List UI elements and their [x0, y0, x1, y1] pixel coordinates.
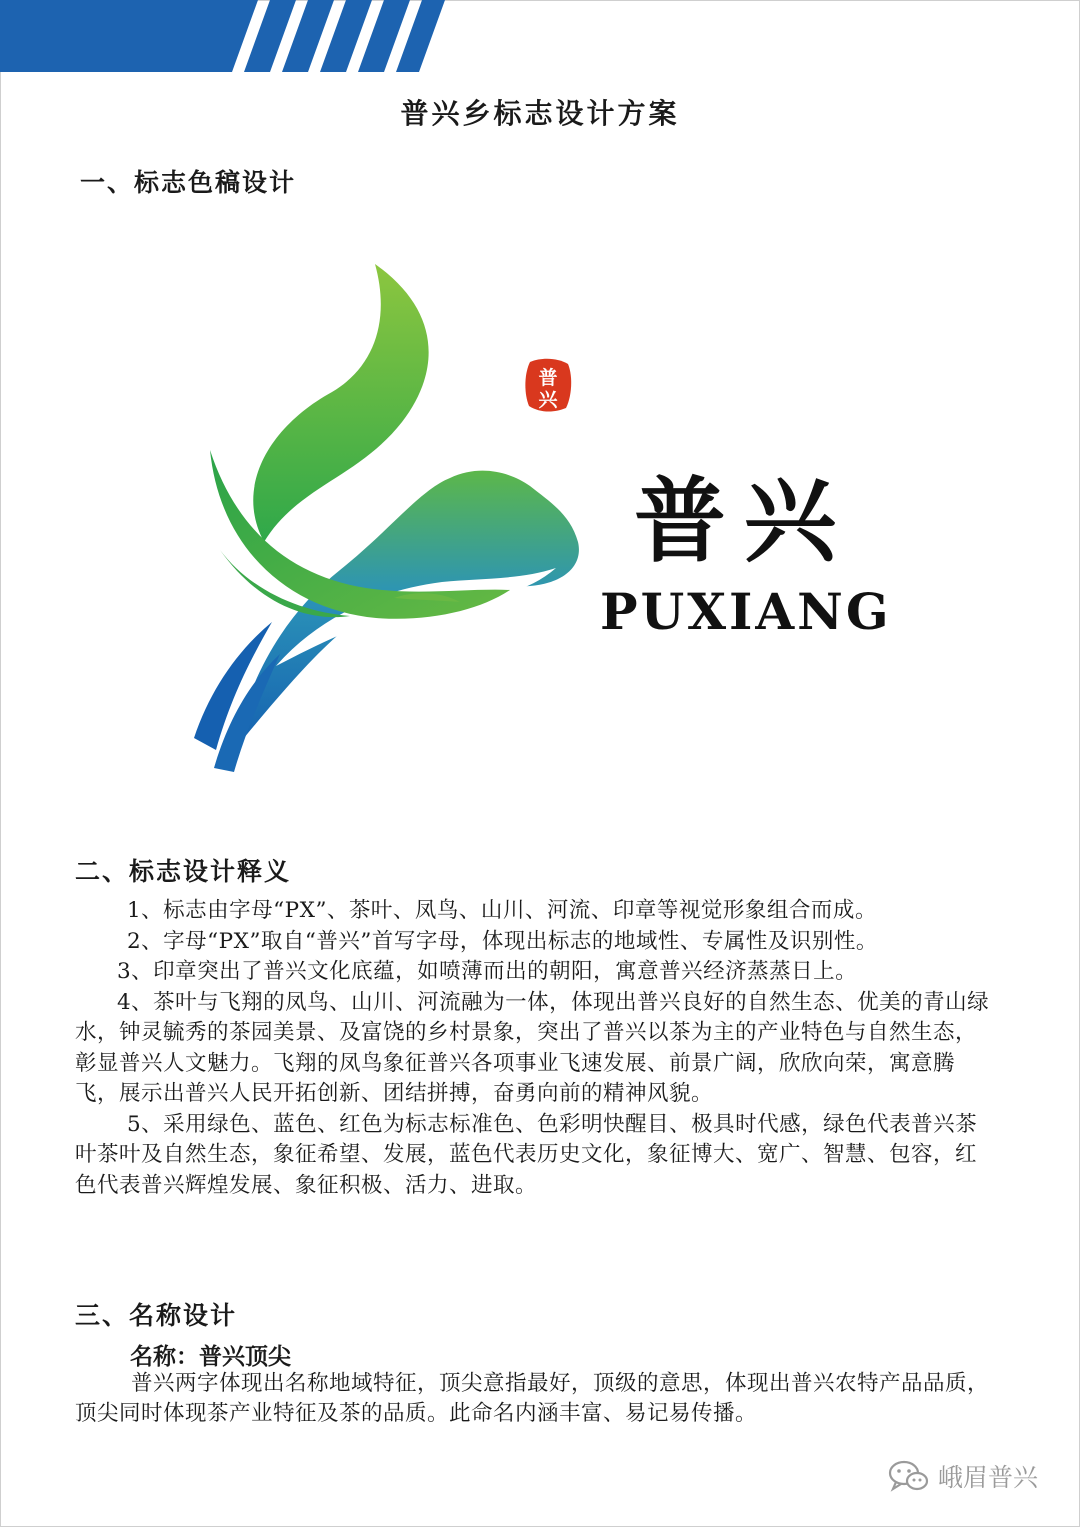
- logo-chinese-wordmark: 普兴: [634, 467, 855, 575]
- document-title: 普兴乡标志设计方案: [400, 97, 680, 130]
- meaning-item: 2、字母“PX”取自“普兴”首写字母，体现出标志的地域性、专属性及识别性。: [127, 928, 878, 954]
- red-seal-stamp: [522, 356, 574, 414]
- meaning-item: 5、采用绿色、蓝色、红色为标志标准色、色彩明快醒目、极具时代感，绿色代表普兴茶叶茶叶及自然生态，象征希望、发展，蓝色代表历史文化，象征博大、宽广、智慧、包容，红色代表普兴辉煌发展、象征积极、活力、进取。: [75, 1111, 978, 1198]
- watermark: [888, 1458, 1038, 1494]
- name-label: 名称：普兴顶尖: [130, 1343, 291, 1370]
- section-heading-name-design: 三、名称设计: [75, 1301, 238, 1330]
- name-description: 普兴两字体现出名称地域特征，顶尖意指最好，顶级的意思，体现出普兴农特产品品质，顶尖同时体现茶产业特征及茶的品质。此命名内涵丰富、易记易传播。: [75, 1371, 990, 1426]
- logo-english-wordmark: PUXIANG: [600, 582, 892, 641]
- meaning-item: 1、标志由字母“PX”、茶叶、凤鸟、山川、河流、印章等视觉形象组合而成。: [127, 898, 877, 923]
- meaning-item: 3、印章突出了普兴文化底蕴，如喷薄而出的朝阳，寓意普兴经济蒸蒸日上。: [117, 959, 858, 984]
- section-heading-design-meaning: 二、标志设计释义: [75, 857, 292, 886]
- watermark-text: 峨眉普兴: [938, 1463, 1039, 1492]
- header-stripe-band: [0, 0, 1080, 72]
- seal-char-2: 兴: [538, 389, 558, 411]
- section-heading-color-draft: 一、标志色稿设计: [80, 168, 297, 197]
- seal-char-1: 普: [538, 367, 558, 389]
- puxiang-logo-mark: [180, 250, 620, 780]
- design-meaning-list: [75, 896, 995, 1201]
- meaning-item: 4、茶叶与飞翔的凤鸟、山川、河流融为一体，体现出普兴良好的自然生态、优美的青山绿水，钟灵毓秀的茶园美景、及富饶的乡村景象，突出了普兴以茶为主的产业特色与自然生态，彰显普兴人文魅力。飞翔的凤鸟象征普兴各项事业飞速发展、前景广阔，欣欣向荣，寓意腾飞，展示出普兴人民开拓创新、团结拼搏，奋勇向前的精神风貌。: [75, 989, 990, 1106]
- wechat-icon: [888, 1458, 930, 1494]
